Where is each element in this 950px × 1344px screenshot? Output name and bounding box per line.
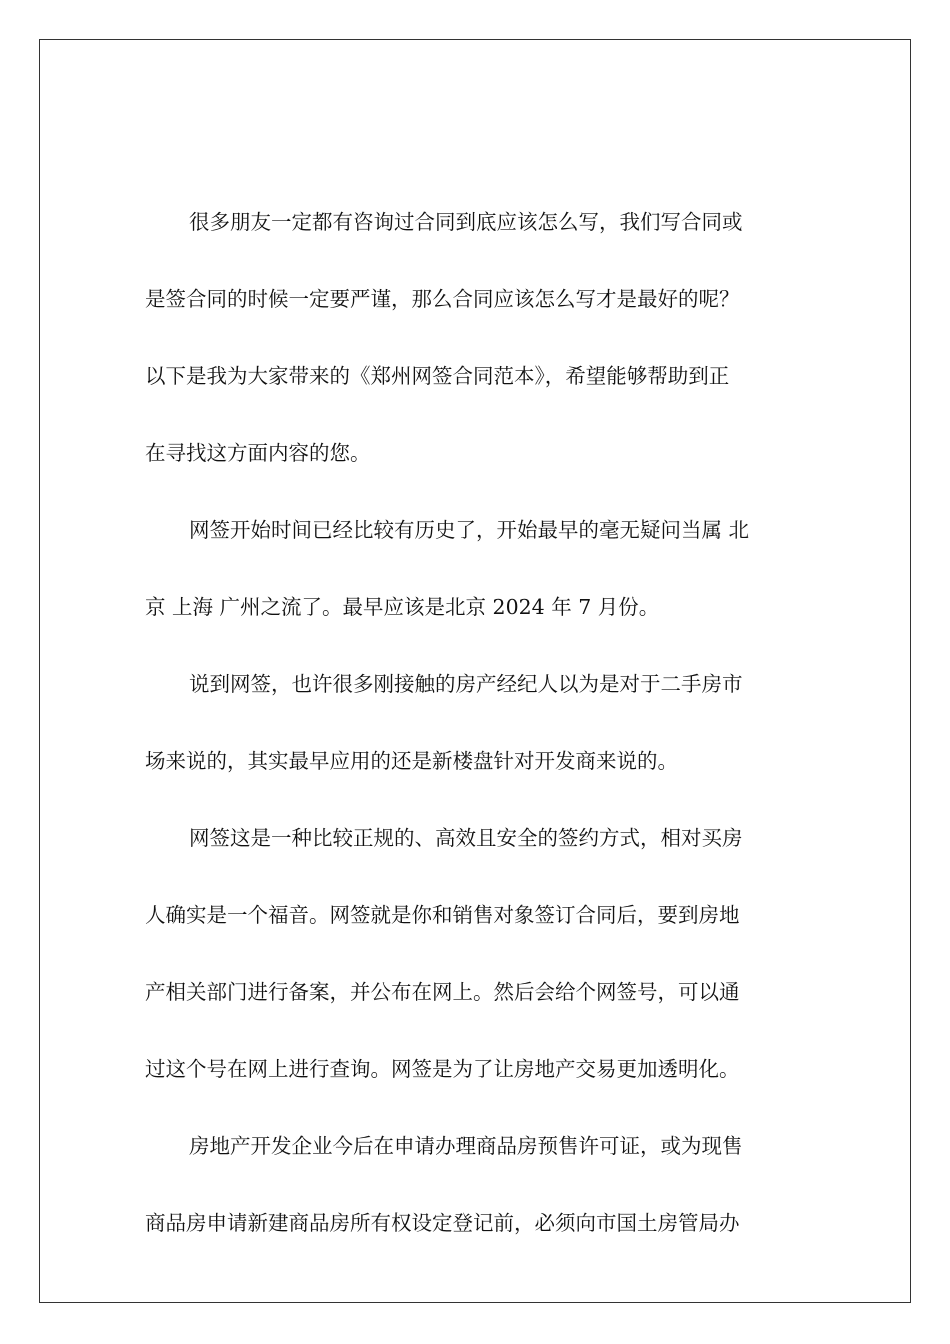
text-line: 以下是我为大家带来的《郑州网签合同范本》，希望能够帮助到正 bbox=[145, 364, 730, 388]
text-line: 在寻找这方面内容的您。 bbox=[145, 441, 371, 465]
text-line: 过这个号在网上进行查询。网签是为了让房地产交易更加透明化。 bbox=[145, 1057, 740, 1081]
text-line: 商品房申请新建商品房所有权设定登记前，必须向市国土房管局办 bbox=[145, 1211, 740, 1235]
text-line: 房地产开发企业今后在申请办理商品房预售许可证，或为现售 bbox=[189, 1134, 743, 1158]
document-body bbox=[145, 192, 805, 1270]
text-line: 是签合同的时候一定要严谨，那么合同应该怎么写才是最好的呢？ bbox=[145, 287, 740, 311]
text-line: 人确实是一个福音。网签就是你和销售对象签订合同后，要到房地 bbox=[145, 903, 740, 927]
text-line: 网签开始时间已经比较有历史了，开始最早的毫无疑问当属 北 bbox=[189, 518, 750, 542]
text-line: 说到网签，也许很多刚接触的房产经纪人以为是对于二手房市 bbox=[189, 672, 743, 696]
text-line: 京 上海 广州之流了。最早应该是北京 2024 年 7 月份。 bbox=[145, 595, 660, 619]
text-line: 很多朋友一定都有咨询过合同到底应该怎么写，我们写合同或 bbox=[189, 210, 743, 234]
text-line: 产相关部门进行备案，并公布在网上。然后会给个网签号，可以通 bbox=[145, 980, 740, 1004]
text-line: 网签这是一种比较正规的、高效且安全的签约方式，相对买房 bbox=[189, 826, 743, 850]
text-line: 场来说的，其实最早应用的还是新楼盘针对开发商来说的。 bbox=[145, 749, 678, 773]
